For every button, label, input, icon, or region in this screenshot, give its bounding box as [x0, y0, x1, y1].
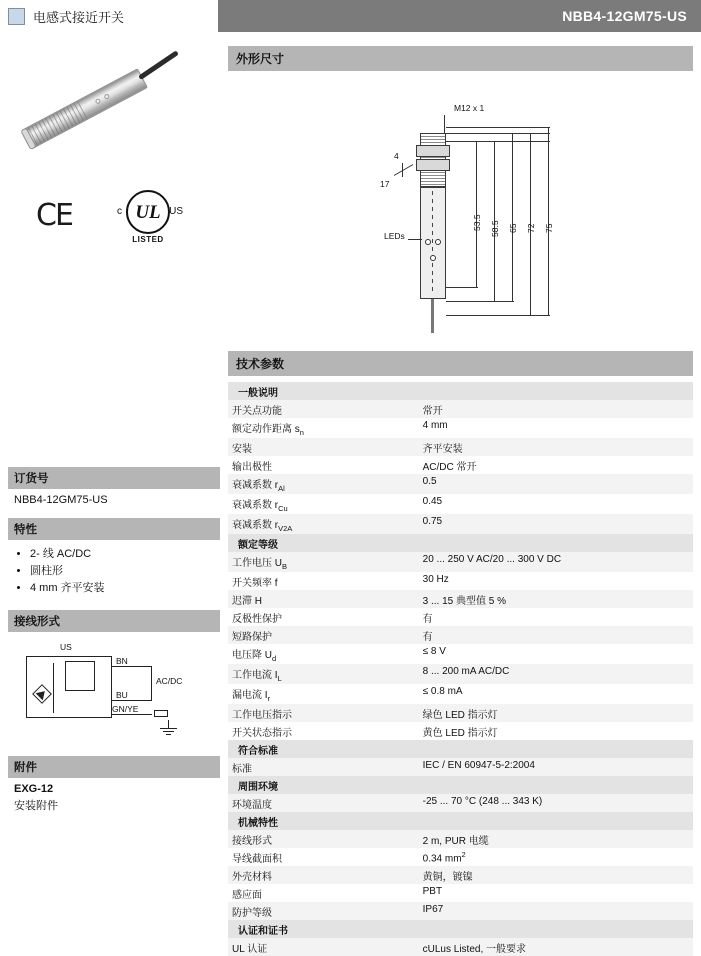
row-key [228, 418, 419, 438]
ul-circle [117, 190, 183, 234]
table-row [228, 644, 693, 664]
table-group-row [228, 812, 693, 830]
row-key: 工作电压指示 [228, 704, 419, 722]
table-row [228, 626, 693, 644]
dim-ext-top-3 [446, 127, 550, 128]
group-label: 认证和证书 [228, 920, 693, 938]
row-value: ≤ 0.8 mA [419, 684, 693, 704]
row-key-text: 工作电压 U [232, 557, 282, 569]
table-row [228, 514, 693, 534]
sensor-photo-led-1 [95, 98, 102, 105]
sensor-drawing-led-2 [435, 239, 441, 245]
group-label: 额定等级 [228, 534, 693, 552]
sensor-photo-body [23, 68, 148, 148]
table-row [228, 758, 693, 776]
product-category-icon [8, 8, 25, 25]
wiring-lead-gnye [112, 714, 152, 715]
row-key [228, 514, 419, 534]
wiring-ground-bar-2 [163, 731, 174, 732]
row-key: 防护等级 [228, 902, 419, 920]
tech-table [228, 382, 693, 956]
ul-mark-icon [117, 190, 183, 244]
table-row [228, 664, 693, 684]
sensor-drawing-nut-1 [416, 145, 450, 157]
wiring-lead-bu [112, 700, 152, 701]
row-value: 20 ... 250 V AC/20 ... 300 V DC [419, 552, 693, 572]
wiring-vline [53, 663, 54, 713]
row-value: 绿色 LED 指示灯 [419, 704, 693, 722]
model-banner: NBB4-12GM75-US [218, 0, 701, 32]
row-key-sub: d [272, 653, 277, 663]
wiring-lead-bn [112, 666, 152, 667]
dim-ext-bot-3 [446, 315, 550, 316]
ul-us-label: US [169, 206, 183, 217]
dim-nut-leader [402, 163, 403, 177]
section-accessory-title: 附件 [8, 756, 220, 778]
dim-value-65: 65 [508, 223, 518, 233]
group-label: 机械特性 [228, 812, 693, 830]
table-row [228, 794, 693, 812]
row-value: PBT [419, 884, 693, 902]
dim-nut-label: 4 [394, 151, 399, 161]
row-value-text: 0.34 mm [422, 852, 462, 864]
row-value: 30 Hz [419, 572, 693, 590]
page-title: 电感式接近开关 [33, 9, 125, 25]
features-body [8, 540, 220, 600]
row-key-text: 电压降 U [232, 649, 272, 661]
row-key: UL 认证 [228, 938, 419, 956]
row-value: 有 [419, 608, 693, 626]
table-row [228, 722, 693, 740]
row-key-text: 工作电流 I [232, 669, 278, 681]
dim-hex-leader [394, 164, 414, 176]
wiring-label-bn: BN [116, 655, 128, 666]
table-row [228, 400, 693, 418]
group-label: 符合标准 [228, 740, 693, 758]
row-value [419, 848, 693, 866]
wiring-label-gnye: GN/YE [112, 703, 139, 714]
table-row [228, 474, 693, 494]
row-value: 8 ... 200 mA AC/DC [419, 664, 693, 684]
row-key: 输出极性 [228, 456, 419, 474]
table-row [228, 684, 693, 704]
ul-listed-label: LISTED [132, 235, 164, 244]
panel-tech-title: 技术参数 [228, 351, 693, 376]
table-row [228, 902, 693, 920]
right-column [228, 46, 693, 956]
row-value: 齐平安装 [419, 438, 693, 456]
row-key: 开关频率 f [228, 572, 419, 590]
dim-hex-label: 17 [380, 179, 390, 189]
row-key [228, 494, 419, 514]
list-item: • 2- 线 AC/DC [30, 547, 214, 562]
dim-leds-label: LEDs [384, 231, 405, 241]
dim-leds-leader [408, 239, 422, 240]
wiring-diagram [8, 638, 220, 746]
dim-ext-top-1 [446, 141, 550, 142]
wiring-lead-right [151, 666, 152, 700]
table-row [228, 866, 693, 884]
wiring-ground-stem [168, 720, 169, 728]
row-key-text: 衰减系数 r [232, 519, 279, 531]
list-item: • 4 mm 齐平安装 [30, 581, 214, 596]
row-value: 0.45 [419, 494, 693, 514]
accessory-name: EXG-12 [14, 782, 54, 795]
row-key: 开关状态指示 [228, 722, 419, 740]
sensor-drawing-centerline [432, 191, 433, 291]
row-key-sub: B [282, 561, 288, 571]
row-value: 0.5 [419, 474, 693, 494]
dim-line-65 [512, 133, 513, 301]
row-key-sub: n [299, 427, 304, 437]
sensor-drawing-barrel [420, 187, 446, 299]
row-key-sub: Cu [278, 503, 288, 513]
order-number-value: NBB4-12GM75-US [14, 494, 108, 506]
row-key: 接线形式 [228, 830, 419, 848]
table-row [228, 418, 693, 438]
row-key: 短路保护 [228, 626, 419, 644]
table-group-row [228, 740, 693, 758]
certification-marks [18, 190, 208, 250]
sensor-photo-cable [138, 50, 179, 80]
table-row [228, 494, 693, 514]
accessory-desc: 安装附件 [14, 799, 58, 812]
row-key-sub: V2A [278, 523, 293, 533]
section-wiring-title: 接线形式 [8, 610, 220, 632]
dim-value-72: 72 [526, 223, 536, 233]
table-row [228, 938, 693, 956]
row-key: 环境温度 [228, 794, 419, 812]
row-value: 黄色 LED 指示灯 [419, 722, 693, 740]
row-key [228, 644, 419, 664]
sensor-drawing-led-3 [430, 255, 436, 261]
table-row [228, 830, 693, 848]
row-key-text: 衰减系数 r [232, 479, 279, 491]
wiring-label-supply: AC/DC [156, 675, 183, 686]
left-column [8, 40, 220, 815]
sensor-drawing-cable [431, 299, 434, 333]
row-key: 外壳材料 [228, 866, 419, 884]
wiring-inner-box [65, 661, 95, 691]
row-key-text: 额定动作距离 s [232, 423, 300, 435]
table-row [228, 552, 693, 572]
table-row [228, 884, 693, 902]
ul-letters: UL [135, 202, 161, 223]
table-row [228, 590, 693, 608]
sensor-photo-thread [24, 101, 88, 148]
wiring-label-us: US [60, 641, 72, 652]
wiring-ground-bar-3 [166, 734, 171, 735]
row-value: 2 m, PUR 电缆 [419, 830, 693, 848]
row-value: cULus Listed, 一般要求 [419, 938, 693, 956]
dim-value-75: 75 [544, 223, 554, 233]
row-key: 安装 [228, 438, 419, 456]
row-key [228, 664, 419, 684]
features-list [14, 547, 214, 596]
dim-ext-top-2 [446, 133, 550, 134]
tech-table-wrap [228, 382, 693, 956]
row-key-text: 漏电流 I [232, 689, 268, 701]
sensor-photo-led-2 [103, 93, 110, 100]
table-group-row [228, 382, 693, 400]
table-row [228, 456, 693, 474]
row-key: 迟滞 H [228, 590, 419, 608]
row-key: 导线截面积 [228, 848, 419, 866]
row-value: ≤ 8 V [419, 644, 693, 664]
row-value: IP67 [419, 902, 693, 920]
row-key-sub: L [277, 673, 282, 683]
dimension-drawing [228, 71, 693, 351]
ce-mark-icon: CE [36, 198, 72, 233]
sensor-drawing-led-1 [425, 239, 431, 245]
ul-c-label: c [117, 206, 122, 217]
table-row [228, 608, 693, 626]
panel-dimensions-title: 外形尺寸 [228, 46, 693, 71]
row-key [228, 552, 419, 572]
table-row [228, 848, 693, 866]
row-value: IEC / EN 60947-5-2:2004 [419, 758, 693, 776]
row-value: 有 [419, 626, 693, 644]
table-row [228, 572, 693, 590]
sensor-drawing-nut-2 [416, 159, 450, 171]
dim-ext-bot-1 [446, 287, 478, 288]
wiring-resistor-icon [154, 710, 168, 717]
row-value: 黄铜，镀镍 [419, 866, 693, 884]
row-value: 常开 [419, 400, 693, 418]
table-group-row [228, 534, 693, 552]
list-item: • 圆柱形 [30, 564, 214, 579]
group-label: 一般说明 [228, 382, 693, 400]
dim-value-58-5: 58.5 [490, 220, 500, 237]
row-key [228, 474, 419, 494]
row-key-text: 衰减系数 r [232, 499, 279, 511]
dim-value-53-5: 53.5 [472, 214, 482, 231]
row-key [228, 684, 419, 704]
row-key: 开关点功能 [228, 400, 419, 418]
table-group-row [228, 920, 693, 938]
sensor-drawing [420, 133, 446, 315]
row-value: AC/DC 常开 [419, 456, 693, 474]
group-label: 周围环境 [228, 776, 693, 794]
table-group-row [228, 776, 693, 794]
row-key-sub: r [267, 693, 271, 703]
row-value: -25 ... 70 °C (248 ... 343 K) [419, 794, 693, 812]
section-order-number-title: 订货号 [8, 467, 220, 489]
dim-ext-bot-2 [446, 301, 514, 302]
tech-table-body [228, 382, 693, 956]
row-value: 0.75 [419, 514, 693, 534]
row-key: 标准 [228, 758, 419, 776]
row-key-sub: Al [278, 483, 285, 493]
row-value: 3 ... 15 典型值 5 % [419, 590, 693, 608]
dim-line-75 [548, 127, 549, 315]
row-value: 4 mm [419, 418, 693, 438]
row-value-sup: 2 [461, 849, 466, 859]
table-row [228, 704, 693, 722]
dim-thread-label: M12 x 1 [454, 103, 485, 113]
row-key: 反极性保护 [228, 608, 419, 626]
row-key: 感应面 [228, 884, 419, 902]
table-row [228, 438, 693, 456]
header-left [0, 0, 218, 32]
page-header [0, 0, 701, 32]
wiring-outer-box [26, 656, 112, 718]
wiring-ground-bar-1 [160, 728, 177, 729]
section-features-title: 特性 [8, 518, 220, 540]
wiring-label-bu: BU [116, 689, 128, 700]
